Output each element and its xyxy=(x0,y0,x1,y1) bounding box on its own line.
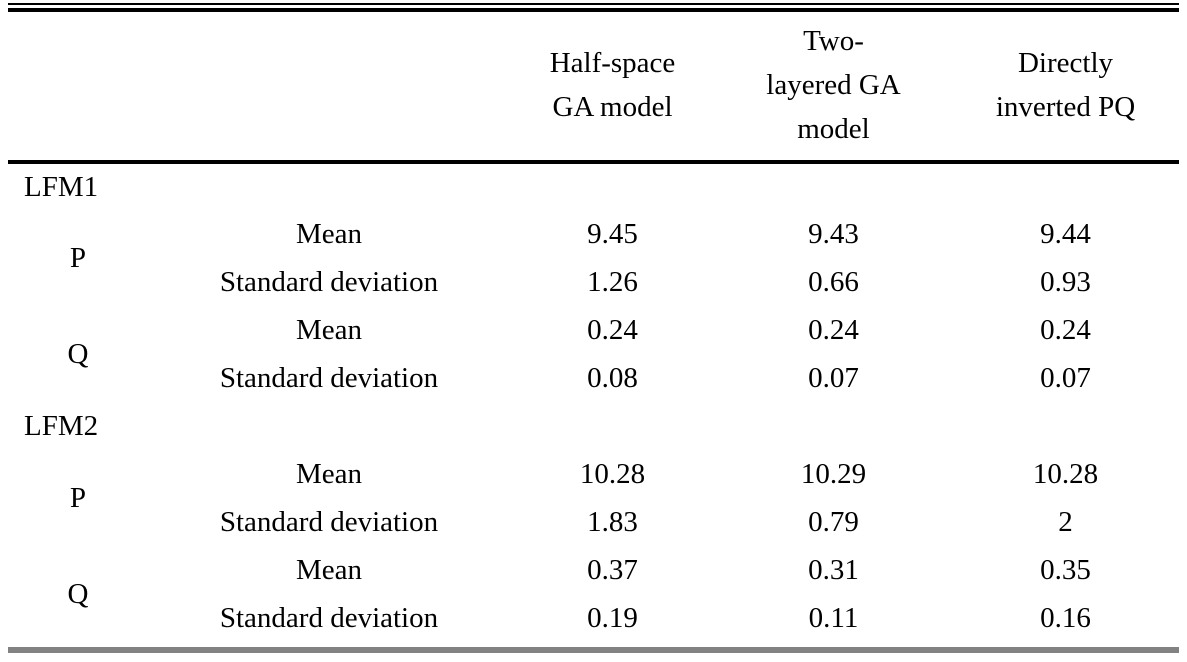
header-twolayered-model xyxy=(715,12,952,162)
header-stat-cell xyxy=(148,12,510,162)
header-twolayered-line-3: model xyxy=(797,113,870,145)
table-row xyxy=(8,210,1179,258)
table-row xyxy=(8,450,1179,498)
header-twolayered-line-2: layered GA xyxy=(766,69,901,101)
value-cell: 1.26 xyxy=(587,265,638,298)
value-cell: 10.29 xyxy=(800,457,867,490)
param-label-lfm2-q: Q xyxy=(67,577,89,610)
stat-label: Standard deviation xyxy=(219,601,439,634)
header-row xyxy=(8,12,1179,162)
value-cell: 0.24 xyxy=(1040,313,1091,346)
value-cell: 0.31 xyxy=(808,553,859,586)
table-row xyxy=(8,594,1179,642)
param-label-lfm1-p: P xyxy=(69,241,87,274)
stat-label: Mean xyxy=(295,553,363,586)
value-cell: 9.45 xyxy=(587,217,638,250)
table-row xyxy=(8,306,1179,354)
results-table xyxy=(8,12,1179,642)
table-row xyxy=(8,258,1179,306)
value-cell: 0.66 xyxy=(808,265,859,298)
header-halfspace-model xyxy=(510,12,715,162)
param-label-lfm2-p: P xyxy=(69,481,87,514)
table-row xyxy=(8,354,1179,402)
stat-label: Mean xyxy=(295,313,363,346)
section-label-lfm2: LFM2 xyxy=(24,409,99,442)
stat-label: Mean xyxy=(295,457,363,490)
param-label-lfm1-q: Q xyxy=(67,337,89,370)
value-cell: 0.93 xyxy=(1040,265,1091,298)
value-cell: 10.28 xyxy=(1032,457,1099,490)
stat-label: Standard deviation xyxy=(219,265,439,298)
value-cell: 1.83 xyxy=(587,505,638,538)
value-cell: 0.24 xyxy=(808,313,859,346)
value-cell: 2 xyxy=(1058,505,1073,538)
value-cell: 0.35 xyxy=(1040,553,1091,586)
header-directpq-model xyxy=(952,12,1179,162)
header-directpq-line-2: inverted PQ xyxy=(995,91,1136,123)
value-cell: 0.16 xyxy=(1040,601,1091,634)
header-corner-cell xyxy=(8,12,148,162)
value-cell: 0.08 xyxy=(587,361,638,394)
value-cell: 0.79 xyxy=(808,505,859,538)
value-cell: 0.24 xyxy=(587,313,638,346)
value-cell: 9.43 xyxy=(808,217,859,250)
bottom-rule xyxy=(8,647,1179,653)
stat-label: Mean xyxy=(295,217,363,250)
section-label-lfm1: LFM1 xyxy=(24,170,99,203)
section-row-lfm1 xyxy=(8,162,1179,210)
section-row-lfm2 xyxy=(8,402,1179,450)
header-halfspace-line-2: GA model xyxy=(552,91,673,123)
table-row xyxy=(8,498,1179,546)
value-cell: 0.11 xyxy=(808,601,859,634)
header-directpq-line-1: Directly xyxy=(1017,47,1113,79)
header-twolayered-line-1: Two- xyxy=(803,25,864,57)
header-halfspace-line-1: Half-space xyxy=(549,47,676,79)
stat-label: Standard deviation xyxy=(219,505,439,538)
value-cell: 0.37 xyxy=(587,553,638,586)
value-cell: 0.07 xyxy=(1040,361,1091,394)
table-row xyxy=(8,546,1179,594)
table-header xyxy=(8,12,1179,162)
value-cell: 9.44 xyxy=(1040,217,1091,250)
value-cell: 0.19 xyxy=(587,601,638,634)
value-cell: 0.07 xyxy=(808,361,859,394)
table-body xyxy=(8,162,1179,642)
stat-label: Standard deviation xyxy=(219,361,439,394)
value-cell: 10.28 xyxy=(579,457,646,490)
